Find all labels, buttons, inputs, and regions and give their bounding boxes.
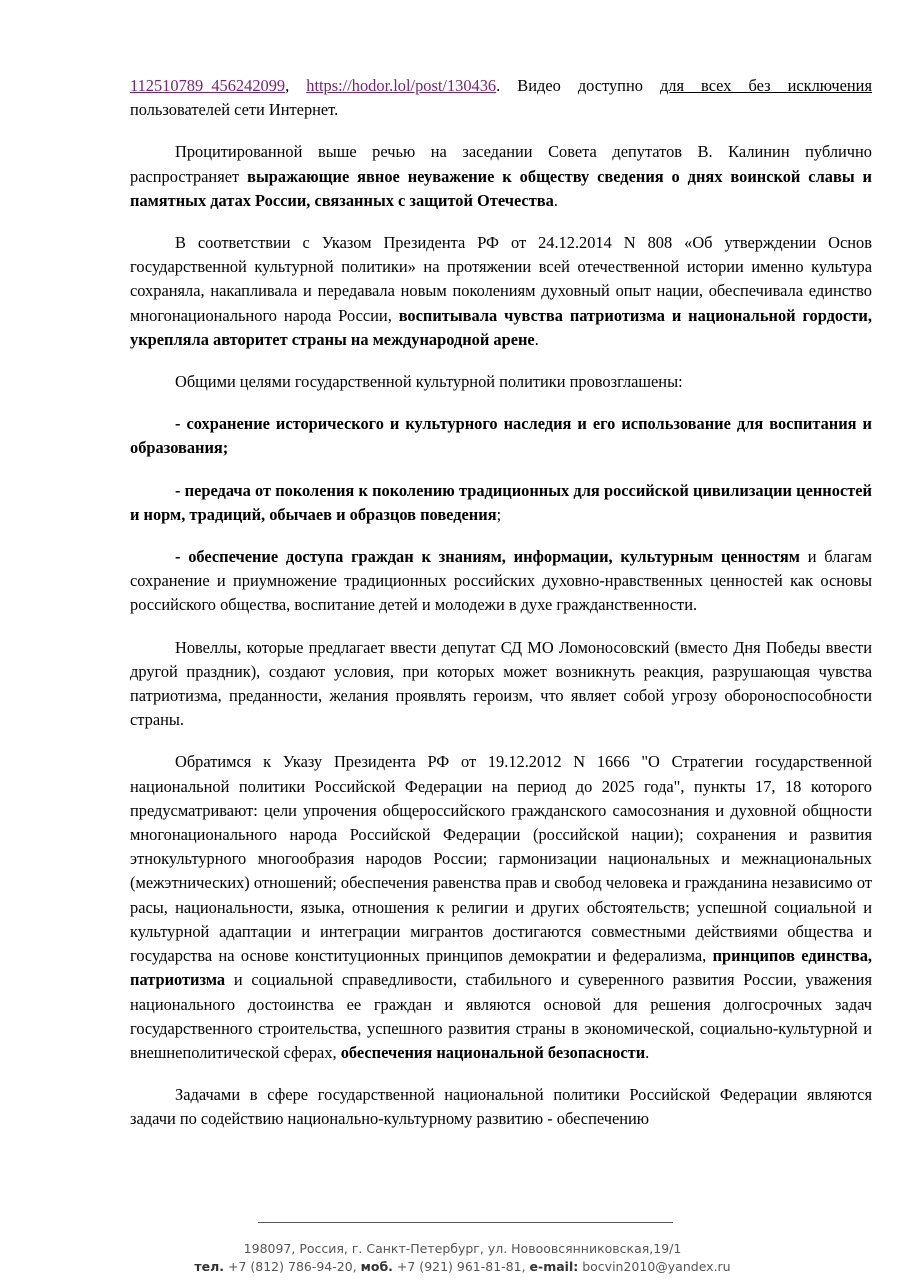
paragraph-goals-intro: Общими целями государственной культурной политики провозглашены: <box>175 372 683 392</box>
paragraph-decree-808 <box>130 231 872 352</box>
goal-item-access <box>130 545 872 618</box>
footer-contacts <box>10 1259 905 1274</box>
bold-text: - обеспечение доступа граждан к знаниям, информации, культурным ценностям <box>175 547 800 567</box>
bold-text: - сохранение исторического и культурного наследия и его использование для воспитания и образования; <box>130 414 872 458</box>
email-label: e-mail: <box>529 1259 579 1274</box>
underlined-text: для всех без исключения <box>659 76 872 95</box>
paragraph-tasks: Задачами в сфере государственной национальной политики Российской Федерации являются задачи по содействию национально-культурному развитию - обеспечению <box>130 1085 872 1129</box>
mob-label: моб. <box>360 1259 393 1274</box>
text-run: и благам сохранение и приумножение традиционных российских духовно-нравственных ценностей как основы российского общества, воспитание детей и молодежи в духе гражданственности. <box>130 547 872 615</box>
paragraph-video-links <box>130 74 872 122</box>
footer-address: 198097, Россия, г. Санкт-Петербург, ул. Новоовсянниковская,19/1 <box>243 1241 682 1256</box>
bold-text: принципов единства, патриотизма <box>130 946 872 990</box>
text-run: Обратимся к Указу Президента РФ от 19.12.2012 N 1666 "О Стратегии государственной национальной политики Российской Федерации на период до 2025 года", пункты 17, 18 которого предусматривают: цели упрочения общероссийского гражданского самосознания и духовной общности многонационального народа Российской Федерации (российской нации); сохранения и развития этнокультурного многообразия народов России; гармонизации национальных и межнациональных (межэтнических) отношений; обеспечения равенства прав и свобод человека и гражданина независимо от расы, национальности, языка, отношения к религии и других обстоятельств; успешной социальной и культурной адаптации и интеграции мигрантов достигаются совместными действиями общества и государства на основе конституционных принципов демократии и федерализма, <box>130 752 872 966</box>
tel-label: тел. <box>194 1259 225 1274</box>
paragraph-novelties: Новеллы, которые предлагает ввести депутат СД МО Ломоносовский (вместо Дня Победы ввести другой праздник), создают условия, при которых может возникнуть реакция, разрушающая чувства патриотизма, преданности, желания проявлять героизм, что являет собой угрозу обороноспособности страны. <box>130 637 872 730</box>
text-run: . <box>645 1042 650 1062</box>
text-run: пользователей сети Интернет. <box>130 100 339 120</box>
tel-value: +7 (812) 786-94-20, <box>224 1259 361 1274</box>
document-body <box>130 74 872 1150</box>
separator-text: , <box>285 76 307 95</box>
bold-text: - передача от поколения к поколению традиционных для российской цивилизации ценностей и норм, традиций, обычаев и образцов поведения <box>130 480 872 524</box>
paragraph-decree-1666 <box>130 750 872 1065</box>
hodor-post-link[interactable]: https://hodor.lol/post/130436 <box>306 76 497 95</box>
goal-item-values <box>130 479 872 527</box>
bold-text: воспитывала чувства патриотизма и национальной гордости, укрепляла авторитет страны на международной арене <box>130 305 872 349</box>
text-run: ; <box>496 504 502 524</box>
text-run: и социальной справедливости, стабильного и суверенного развития России, уважения национального достоинства ее граждан и являются основой для решения долгосрочных задач государственного строительства, успешного развития страны в экономической, социально-культурной и внешнеполитической сферах, <box>130 970 872 1062</box>
text-run: . Видео доступно <box>496 76 660 95</box>
paragraph-quoted-speech <box>130 140 872 213</box>
text-run: В соответствии с Указом Президента РФ от 24.12.2014 N 808 «Об утверждении Основ государственной культурной политики» на протяжении всей отечественной истории именно культура сохраняла, накапливала и передавала новым поколениям духовный опыт нации, обеспечивала единство многонационального народа России, <box>130 233 872 325</box>
goal-item-heritage <box>130 412 872 460</box>
email-value: bocvin2010@yandex.ru <box>578 1259 731 1274</box>
footer-divider <box>258 1222 673 1223</box>
video-id-link[interactable]: 112510789_456242099 <box>130 76 286 95</box>
bold-text: выражающие явное неуважение к обществу сведения о днях воинской славы и памятных датах России, связанных с защитой Отечества <box>130 166 872 210</box>
text-run: . <box>553 190 558 210</box>
bold-text: обеспечения национальной безопасности <box>340 1042 646 1062</box>
mob-value: +7 (921) 961-81-81, <box>392 1259 530 1274</box>
text-run: . <box>534 329 539 349</box>
text-run: Процитированной выше речью на заседании Совета депутатов В. Калинин публично распространяет <box>130 142 872 186</box>
